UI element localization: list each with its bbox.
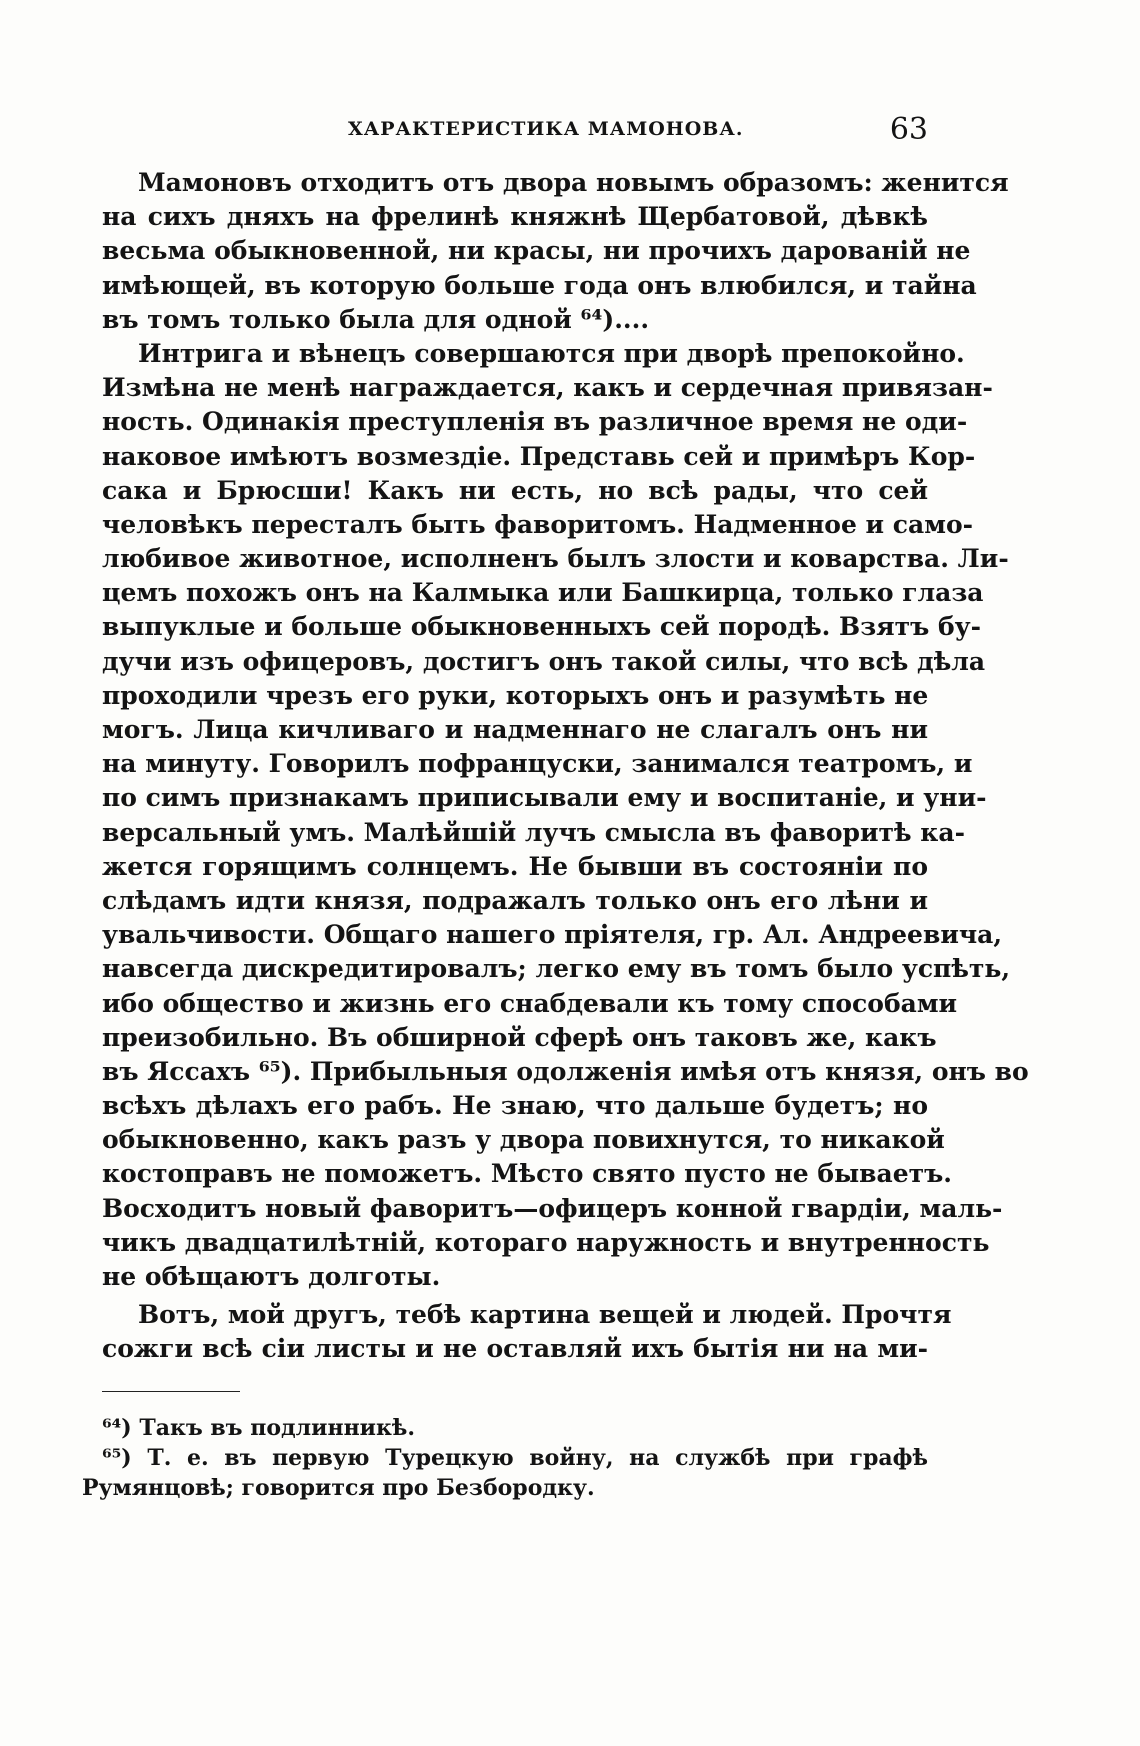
text-line: выпуклые и больше обыкновенныхъ сей породѣ. Взятъ бу- bbox=[102, 612, 982, 642]
text-line: Измѣна не менѣ награждается, какъ и сердечная привязан- bbox=[102, 373, 993, 403]
text-line: ибо общество и жизнь его снабдевали къ тому способами bbox=[102, 988, 958, 1018]
text-line: въ томъ только была для одной ⁶⁴).... bbox=[102, 304, 650, 334]
text-line: всѣхъ дѣлахъ его рабъ. Не знаю, что дальше будетъ; но bbox=[102, 1091, 928, 1121]
text-line: Интрига и вѣнецъ совершаются при дворѣ препокойно. bbox=[138, 338, 965, 368]
text-line: проходили чрезъ его руки, которыхъ онъ и разумѣть не bbox=[102, 680, 929, 710]
text-line: на сихъ дняхъ на фрелинѣ княжнѣ Щербатовой, дѣвкѣ bbox=[102, 202, 928, 232]
text-line: преизобильно. Въ обширной сферѣ онъ таковъ же, какъ bbox=[102, 1022, 937, 1052]
text-line: дучи изъ офицеровъ, достигъ онъ такой силы, что всѣ дѣла bbox=[102, 646, 986, 676]
text-line: Восходитъ новый фаворитъ—офицеръ конной гвардіи, маль- bbox=[102, 1193, 1003, 1223]
text-line: Вотъ, мой другъ, тебѣ картина вещей и людей. Прочтя bbox=[138, 1300, 952, 1330]
text-line: въ Яссахъ ⁶⁵). Прибыльныя одолженія имѣя отъ князя, онъ во bbox=[102, 1056, 1029, 1086]
body-text bbox=[102, 166, 1029, 1367]
running-head: ХАРАКТЕРИСТИКА МАМОНОВА. bbox=[348, 118, 744, 140]
text-line: обыкновенно, какъ разъ у двора повихнутся, то никакой bbox=[102, 1125, 945, 1155]
text-line: человѣкъ пересталъ быть фаворитомъ. Надменное и само- bbox=[102, 509, 973, 539]
footnote-separator bbox=[102, 1391, 240, 1392]
page-header bbox=[102, 112, 928, 156]
text-line: сожги всѣ сіи листы и не оставляй ихъ бытія ни на ми- bbox=[102, 1334, 928, 1364]
text-line: слѣдамъ идти князя, подражалъ только онъ его лѣни и bbox=[102, 885, 928, 915]
text-line: навсегда дискредитировалъ; легко ему въ томъ было успѣть, bbox=[102, 954, 1011, 984]
text-line: Мамоновъ отходитъ отъ двора новымъ образомъ: женится bbox=[138, 168, 1009, 197]
footnote-line: ⁶⁴) Такъ въ подлинникѣ. bbox=[102, 1415, 416, 1441]
text-line: на минуту. Говорилъ пофранцуски, занимался театромъ, и bbox=[102, 749, 973, 779]
text-line: по симъ признакамъ приписывали ему и воспитаніе, и уни- bbox=[102, 783, 987, 813]
footnote-line: ⁶⁵) Т. е. въ первую Турецкую войну, на службѣ при графѣ bbox=[102, 1445, 928, 1471]
text-line: версальный умъ. Малѣйшій лучъ смысла въ фаворитѣ ка- bbox=[102, 817, 965, 847]
text-line: ность. Одинакія преступленія въ различное время не оди- bbox=[102, 407, 968, 437]
text-line: сака и Брюсши! Какъ ни есть, но всѣ рады, что сей bbox=[102, 475, 928, 505]
footnote-line: Румянцовѣ; говорится про Безбородку. bbox=[82, 1475, 595, 1501]
text-line: чикъ двадцатилѣтній, котораго наружность и внутренность bbox=[102, 1227, 990, 1257]
page-number: 63 bbox=[889, 112, 928, 147]
text-line: жется горящимъ солнцемъ. Не бывши въ состояніи по bbox=[102, 851, 928, 881]
text-line: костоправъ не поможетъ. Мѣсто свято пусто не бываетъ. bbox=[102, 1159, 952, 1189]
footnotes bbox=[82, 1413, 928, 1503]
text-line: весьма обыкновенной, ни красы, ни прочихъ дарованій не bbox=[102, 236, 971, 266]
text-line: увальчивости. Общаго нашего пріятеля, гр. Ал. Андреевича, bbox=[102, 920, 1003, 950]
text-line: цемъ похожъ онъ на Калмыка или Башкирца, только глаза bbox=[102, 578, 984, 608]
text-line: любивое животное, исполненъ былъ злости и коварства. Ли- bbox=[102, 544, 1009, 574]
text-line: наковое имѣютъ возмездіе. Представь сей и примѣръ Кор- bbox=[102, 441, 976, 471]
text-line: имѣющей, въ которую больше года онъ влюбился, и тайна bbox=[102, 270, 977, 300]
text-line: не обѣщаютъ долготы. bbox=[102, 1262, 441, 1291]
text-line: могъ. Лица кичливаго и надменнаго не слагалъ онъ ни bbox=[102, 715, 928, 744]
